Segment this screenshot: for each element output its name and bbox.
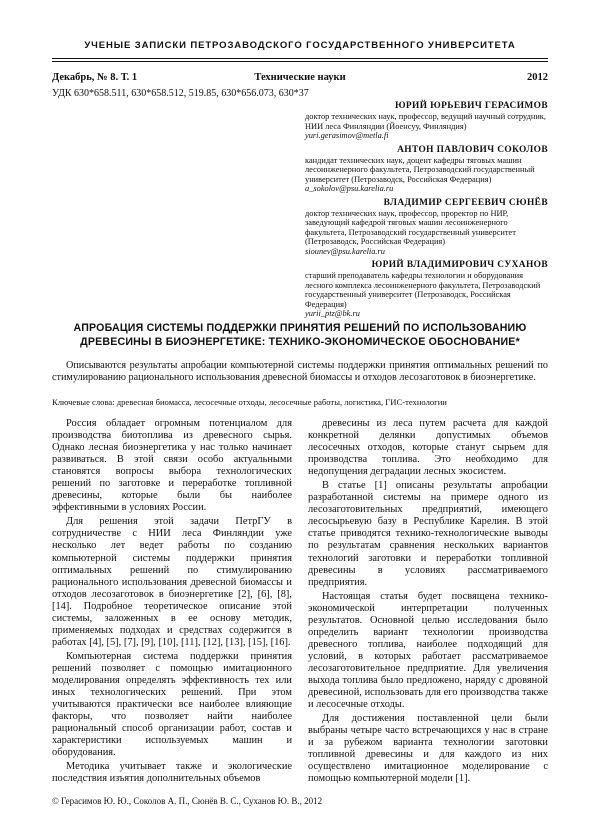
- author-name: ВЛАДИМИР СЕРГЕЕВИЧ СЮНЁВ: [383, 197, 548, 208]
- author-affiliation: доктор технических наук, профессор, проректор по НИР, заведующий кафедрой тяговых машин лесоинженерного факультета, Петрозаводский государственный университет (Петрозаводск, Российская Федерация): [305, 208, 516, 246]
- article-keywords: Ключевые слова: древесная биомасса, лесосечные отходы, лесосечные работы, логистика, ГИС-технологии: [52, 397, 447, 407]
- copyright-notice: © Герасимов Ю. Ю., Соколов А. П., Сюнёв В. С., Суханов Ю. В., 2012: [52, 796, 323, 806]
- author-name: ЮРИЙ ЮРЬЕВИЧ ГЕРАСИМОВ: [394, 101, 548, 111]
- author-email[interactable]: a_sokolov@psu.karelia.ru: [305, 184, 394, 193]
- body-paragraph: Россия обладает огромным потенциалом для производства биотоплива из древесного сырья. Однако лесная биоэнергетика у нас только начинает развиваться. В этой связи особо актуальными становятся вопросы выбора технологических решений по заготовке и переработке топливной древесины, которые были бы наиболее эффективными в условиях России.: [52, 418, 292, 514]
- article-abstract: Описываются результаты апробации компьютерной системы поддержки принятия оптимальных решений по стимулированию рационального использования древесной биомассы и отходов лесозаготовок в биоэнергетике.: [52, 360, 548, 384]
- udk-code: УДК 630*658.511, 630*658.512, 519.85, 630*656.073, 630*37: [52, 88, 309, 99]
- author-email[interactable]: yurii_ptz@bk.ru: [305, 309, 360, 318]
- article-title: АПРОБАЦИЯ СИСТЕМЫ ПОДДЕРЖКИ ПРИНЯТИЯ РЕШЕНИЙ ПО ИСПОЛЬЗОВАНИЮ ДРЕВЕСИНЫ В БИОЭНЕРГЕТИКЕ: ТЕХНИКО-ЭКОНОМИЧЕСКОЕ ОБОСНОВАНИЕ*: [73, 322, 527, 348]
- author-name: ЮРИЙ ВЛАДИМИРОВИЧ СУХАНОВ: [371, 260, 548, 270]
- journal-title: УЧЕНЫЕ ЗАПИСКИ ПЕТРОЗАВОДСКОГО ГОСУДАРСТВЕННОГО УНИВЕРСИТЕТА: [84, 40, 516, 51]
- body-paragraph: древесины из леса путем расчета для каждой конкретной делянки допустимых объемов лесосечных отходов, которые станут сырьем для производства топлива. Это необходимо для недопущения деградации лесных экосистем.: [308, 418, 548, 478]
- issue-info: Декабрь, № 8. Т. 1: [52, 72, 138, 83]
- author-email[interactable]: siounev@psu.karelia.ru: [305, 246, 385, 256]
- header-rule-top: [52, 58, 548, 59]
- body-column-right: [308, 418, 548, 787]
- section-name: Технические науки: [254, 72, 346, 83]
- author-entry: [305, 100, 548, 141]
- author-entry: [305, 259, 548, 319]
- body-paragraph: Методика учитывает также и экологические последствия изъятия дополнительных объемов: [52, 761, 292, 785]
- body-paragraph: Настоящая статья будет посвящена технико-экономической интерпретации полученных результатов. Основной целью исследования было определить вариант технологии производства древесного топлива, наиболее подходящий для условий, в которых работает рассматриваемое лесозаготовительное предприятие. Для увеличения выхода топлива было предложено, наряду с дровяной древесиной, использовать для его производства также и лесосечные отходы.: [308, 590, 548, 711]
- author-email[interactable]: yuri.gerasimov@metla.fi: [305, 131, 389, 140]
- author-entry: [305, 197, 548, 257]
- author-entry: [305, 144, 548, 194]
- header-rule-bottom: [52, 61, 548, 62]
- body-paragraph: Для достижения поставленной цели были выбраны четыре часто встречающихся у нас в стране и за рубежом варианта технологии заготовки топливной древесины и для каждого из них осуществлено имитационное моделирование с помощью компьютерной модели [1].: [308, 713, 548, 785]
- body-paragraph: Компьютерная система поддержки принятия решений позволяет с помощью имитационного моделирования определять эффективность тех или иных технологических решений. При этом учитываются практически все наиболее влияющие факторы, что позволяет найти наиболее рациональный способ организации работ, состав и характеристики используемых машин и оборудования.: [52, 650, 292, 759]
- issue-year: 2012: [527, 72, 548, 83]
- body-paragraph: Для решения этой задачи ПетрГУ в сотрудничестве с НИИ леса Финляндии уже несколько лет ведет работы по созданию компьютерной системы поддержки принятия оптимальных решений по стимулированию рационального использования древесной биомассы и отходов лесозаготовок в биоэнергетике [2], [6], [8], [14]. Подробное теоретическое описание этой системы, заложенных в ее основу методик, применяемых подходах и средствах содержится в работах [4], [5], [7], [9], [10], [11], [12], [13], [15], [16].: [52, 516, 292, 648]
- body-paragraph: В статье [1] описаны результаты апробации разработанной системы на примере одного из лесозаготовительных предприятий, имеющего лесосырьевую базу в Республике Карелия. В этой статье приводятся технико-технологические выводы по результатам сравнения нескольких вариантов технологий заготовки и переработки топливной древесины в условиях рассматриваемого предприятия.: [308, 480, 548, 588]
- author-affiliation: старший преподаватель кафедры технологии и оборудования лесного комплекса лесоинженерного факультета, Петрозаводский государственный университет (Петрозаводск, Российская Федерация): [305, 271, 541, 309]
- author-affiliation: доктор технических наук, профессор, ведущий научный сотрудник, НИИ леса Финляндии (Йоенсуу, Финляндия): [305, 112, 546, 131]
- author-name: АНТОН ПАВЛОВИЧ СОКОЛОВ: [397, 144, 548, 155]
- author-affiliation: кандидат технических наук, доцент кафедры тяговых машин лесоинженерного факультета, Петрозаводский государственный университет (Петрозаводск, Российская Федерация): [305, 155, 535, 184]
- body-column-left: [52, 418, 292, 787]
- authors-block: [305, 100, 548, 322]
